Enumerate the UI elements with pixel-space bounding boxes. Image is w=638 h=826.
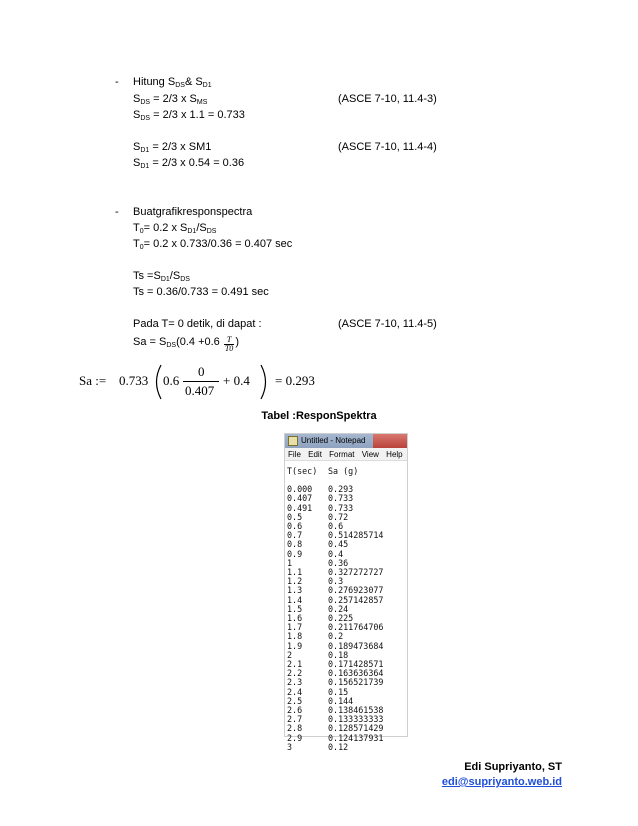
- cell-period: 1.4: [287, 594, 303, 605]
- cell-acceleration: 0.15: [328, 686, 349, 697]
- bullet-marker: -: [115, 76, 119, 88]
- ts-formula: $Ts =S_{D1}/S_{DS}$: [133, 270, 190, 283]
- table-row: [287, 513, 407, 522]
- notepad-app-icon: [288, 436, 298, 446]
- menu-view: View: [361, 450, 379, 459]
- window-controls: [373, 434, 407, 448]
- notepad-menu-bar: [285, 448, 407, 461]
- cell-period: 2.9: [287, 732, 303, 743]
- cell-period: 0.000: [287, 484, 313, 495]
- cell-acceleration: 0.163636364: [328, 668, 384, 679]
- cell-period: 1.5: [287, 603, 303, 614]
- cell-period: 2.2: [287, 668, 303, 679]
- cell-period: 0.8: [287, 539, 303, 550]
- cell-acceleration: 0.156521739: [328, 677, 384, 688]
- cell-period: 1.8: [287, 631, 303, 642]
- author-name: Edi Supriyanto, ST: [464, 761, 562, 773]
- cell-acceleration: 0.3: [328, 576, 344, 587]
- cell-acceleration: 0.144: [328, 695, 354, 706]
- sd1-calculation: $S_{D1} = 2/3$ x 0.54 = 0.36: [133, 157, 245, 170]
- cell-period: 1.9: [287, 640, 303, 651]
- cell-period: 2.7: [287, 714, 303, 725]
- cell-acceleration: 0.124137931: [328, 732, 384, 743]
- cell-acceleration: 0.138461538: [328, 705, 384, 716]
- menu-format: Format: [329, 450, 355, 459]
- cell-period: 2.4: [287, 686, 303, 697]
- cell-acceleration: 0.128571429: [328, 723, 384, 734]
- formula-result: = 0.293: [275, 373, 315, 388]
- cell-period: 1.1: [287, 567, 303, 578]
- cell-period: 0.407: [287, 493, 313, 504]
- cell-period: 0.9: [287, 548, 303, 559]
- table-row: [287, 743, 407, 752]
- notepad-text-area: [285, 461, 407, 752]
- cell-acceleration: 0.72: [328, 511, 349, 522]
- menu-edit: Edit: [308, 450, 322, 459]
- table-rows: [287, 485, 407, 752]
- cell-acceleration: 0.18: [328, 649, 349, 660]
- cell-acceleration: 0.733: [328, 502, 354, 513]
- cell-period: 2.1: [287, 659, 303, 670]
- author-email-link[interactable]: edi@supriyanto.web.id: [441, 776, 562, 788]
- cell-period: 1.7: [287, 622, 303, 633]
- table-header-row: [287, 467, 407, 476]
- notepad-title-bar: [285, 434, 407, 448]
- fraction-bar: [183, 381, 219, 382]
- header-sa-g: Sa (g): [328, 466, 359, 476]
- cell-period: 0.7: [287, 530, 303, 541]
- bullet-marker: -: [115, 206, 119, 218]
- menu-help: Help: [386, 450, 403, 459]
- cell-acceleration: 0.2: [328, 631, 344, 642]
- cell-acceleration: 0.189473684: [328, 640, 384, 651]
- section-heading-grafik: Buatgrafikresponspectra: [133, 206, 253, 218]
- cell-acceleration: 0.12: [328, 741, 349, 752]
- sds-calculation: $S_{DS} = 2/3$ x 1.1 = 0.733: [133, 109, 245, 122]
- reference-asce-11-4-4: (ASCE 7-10, 11.4-4): [338, 141, 437, 153]
- cell-period: 2: [287, 649, 293, 660]
- cell-period: 1.2: [287, 576, 303, 587]
- formula-numerator: 0: [198, 364, 205, 379]
- cell-acceleration: 0.327272727: [328, 567, 384, 578]
- pada-t-text: Pada T= 0 detik, di dapat :: [133, 318, 262, 330]
- t-over-t0-fraction: $\frac{T}{T0}$: [224, 335, 234, 353]
- sa-formula: $Sa = S_{DS}(0.4 +0.6$ $\frac{T}{T0}$ ): [133, 335, 239, 353]
- right-paren-icon: [259, 364, 271, 400]
- cell-period: 0.5: [287, 511, 303, 522]
- cell-period: 2.3: [287, 677, 303, 688]
- cell-period: 0.6: [287, 521, 303, 532]
- cell-acceleration: 0.36: [328, 557, 349, 568]
- formula-plus-term: + 0.4: [223, 373, 250, 388]
- cell-acceleration: 0.225: [328, 613, 354, 624]
- table-row: [287, 540, 407, 549]
- t0-formula: $T_0= 0.2$ x $S_{D1}/S_{DS}$: [133, 222, 217, 235]
- formula-coef: 0.733: [119, 373, 149, 388]
- left-paren-icon: [151, 364, 163, 400]
- cell-period: 2.6: [287, 705, 303, 716]
- sd1-formula: $S_{D1} = 2/3$ x SM1: [133, 141, 212, 154]
- table-row: [287, 623, 407, 632]
- cell-period: 1: [287, 557, 293, 568]
- cell-period: 1.6: [287, 613, 303, 624]
- sds-formula: $S_{DS} = 2/3$ x $S_{MS}$: [133, 93, 208, 106]
- cell-acceleration: 0.211764706: [328, 622, 384, 633]
- cell-acceleration: 0.24: [328, 603, 349, 614]
- cell-period: 0.491: [287, 502, 313, 513]
- cell-period: 2.5: [287, 695, 303, 706]
- notepad-title: Untitled - Notepad: [301, 436, 366, 445]
- cell-period: 1.3: [287, 585, 303, 596]
- cell-acceleration: 0.6: [328, 521, 344, 532]
- formula-denominator: 0.407: [185, 383, 215, 398]
- cell-acceleration: 0.514285714: [328, 530, 384, 541]
- cell-acceleration: 0.257142857: [328, 594, 384, 605]
- cell-period: 3: [287, 741, 293, 752]
- table-title: Tabel :ResponSpektra: [261, 410, 377, 422]
- cell-acceleration: 0.133333333: [328, 714, 384, 725]
- section-heading-hitung: Hitung $S_{DS}\&$ $S_{D1}$: [133, 76, 212, 89]
- reference-asce-11-4-5: (ASCE 7-10, 11.4-5): [338, 318, 437, 330]
- table-row: [287, 568, 407, 577]
- t0-calculation: $T_0= 0.2$ x 0.733/0.36 = 0.407 sec: [133, 238, 293, 251]
- formula-lhs: Sa :=: [79, 373, 107, 388]
- formula-inner-coef: 0.6: [163, 373, 180, 388]
- menu-file: File: [288, 450, 301, 459]
- reference-asce-11-4-3: (ASCE 7-10, 11.4-3): [338, 93, 437, 105]
- cell-acceleration: 0.293: [328, 484, 354, 495]
- cell-period: 2.8: [287, 723, 303, 734]
- cell-acceleration: 0.733: [328, 493, 354, 504]
- notepad-window: [284, 433, 408, 752]
- cell-acceleration: 0.171428571: [328, 659, 384, 670]
- header-t-sec: T(sec): [287, 466, 318, 476]
- cell-acceleration: 0.4: [328, 548, 344, 559]
- ts-calculation: Ts = 0.36/0.733 = 0.491 sec: [133, 286, 269, 298]
- cell-acceleration: 0.45: [328, 539, 349, 550]
- cell-acceleration: 0.276923077: [328, 585, 384, 596]
